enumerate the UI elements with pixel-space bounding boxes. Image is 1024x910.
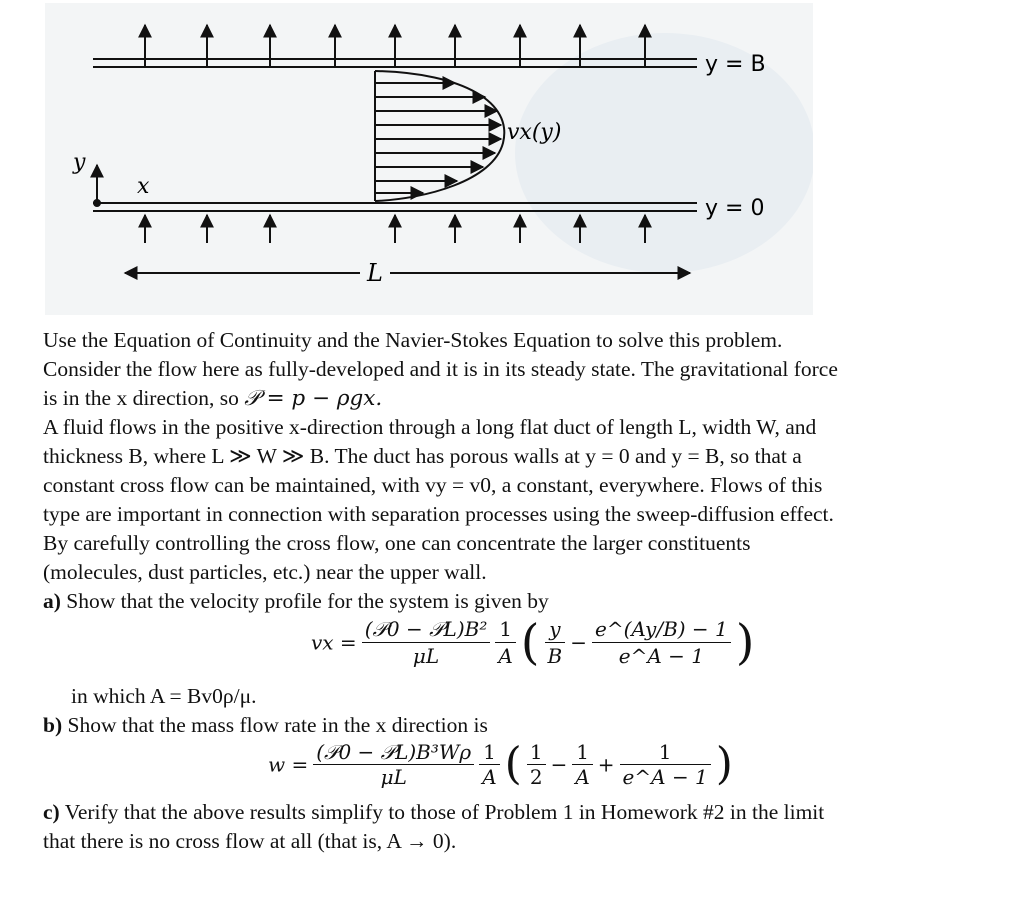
eq-b-t1-num: 1 [527,740,546,765]
eq-b-frac2-num: 1 [479,740,499,765]
velocity-profile-equation: vx = $\frac{\text{(𝒫0 − 𝒫L)B²}}{\mu L}$ $\frac{1}{A}$ ( $\frac{y}{B}$ − $\frac{e\^{}(Ay/B) - 1}{e\^{}A - 1}$ ) [311,614,755,671]
intro-line-2: Consider the flow here as fully-developed and it is in its steady state. The gravitational force [43,357,838,381]
part-c-text: Verify that the above results simplify to those of Problem 1 in Homework #2 in the limit [64,800,825,824]
eq-b-t3-den: e^A − 1 [622,765,708,789]
eq-b-frac1-num: (𝒫0 − 𝒫L)B³Wρ [313,740,474,765]
eq-a-frac3-num: y [545,616,566,643]
part-c-line-2: that there is no cross flow at all (that is, A → 0). [43,829,457,853]
intro-line-1: Use the Equation of Continuity and the Navier-Stokes Equation to solve this problem. [43,328,783,352]
problem-line-3: constant cross flow can be maintained, with vy = v0, a constant, everywhere. Flows of this [43,473,823,497]
eq-a-frac4-num: e^(Ay/B) − 1 [592,616,731,643]
part-c-label: c) [43,800,60,824]
duct-flow-figure [45,3,813,315]
label-top-wall: y = B [705,52,766,77]
label-y-axis: y [73,150,86,175]
problem-line-2: thickness B, where L ≫ W ≫ B. The duct has porous walls at y = 0 and y = B, so that a [43,444,802,468]
problem-text [43,326,983,856]
label-bottom-wall: y = 0 [705,196,765,221]
label-length: L [367,259,383,287]
eq-a-frac1-num: (𝒫0 − 𝒫L)B² [362,616,491,643]
part-c-line-1 [43,798,983,827]
eq-b-t3-num: 1 [620,740,711,765]
intro-equation: 𝒫 = p − ρgx. [244,386,383,411]
part-b-label: b) [43,713,63,737]
eq-b-frac2-den: A [482,765,497,789]
part-a-definition: in which A = Bv0ρ/μ. [71,684,257,708]
intro-line-3-text: is in the x direction, so [43,386,239,410]
eq-a-frac1-den: μL [412,644,440,668]
part-a-prompt [43,587,983,616]
intro-line-3 [43,384,983,413]
eq-a-frac3-den: B [547,644,563,668]
label-x-axis: x [137,174,150,199]
eq-b-frac1-den: μL [380,765,407,789]
eq-b-t1-den: 2 [529,765,543,789]
problem-line-5: By carefully controlling the cross flow, one can concentrate the larger constituents [43,531,751,555]
eq-a-frac4-den: e^A − 1 [618,644,704,668]
duct-diagram [45,3,813,315]
mass-flow-equation: w = $\frac{\text{(𝒫0 − 𝒫L)B³Wρ}}{\mu L}$ $\frac{1}{A}$ ( $\frac{1}{2}$ − $\frac{1}{A}$ + $\frac{1}{e\^{}A - 1}$ ) [268,738,733,790]
eq-b-t2-num: 1 [572,740,592,765]
part-a-text: Show that the velocity profile for the system is given by [66,589,549,613]
problem-line-1: A fluid flows in the positive x-direction through a long flat duct of length L, width W, and [43,415,817,439]
eq-a-lhs: vx = [311,630,357,655]
problem-line-6: (molecules, dust particles, etc.) near the upper wall. [43,560,487,584]
eq-a-frac2-den: A [498,644,513,668]
eq-a-frac2-num: 1 [495,616,515,643]
part-a-label: a) [43,589,61,613]
label-velocity: vx(y) [507,120,562,145]
part-b-text: Show that the mass flow rate in the x direction is [67,713,488,737]
problem-line-4: type are important in connection with separation processes using the sweep-diffusion effect. [43,502,834,526]
part-b-prompt [43,711,983,740]
eq-b-lhs: w = [268,752,309,777]
eq-b-t2-den: A [575,765,590,789]
